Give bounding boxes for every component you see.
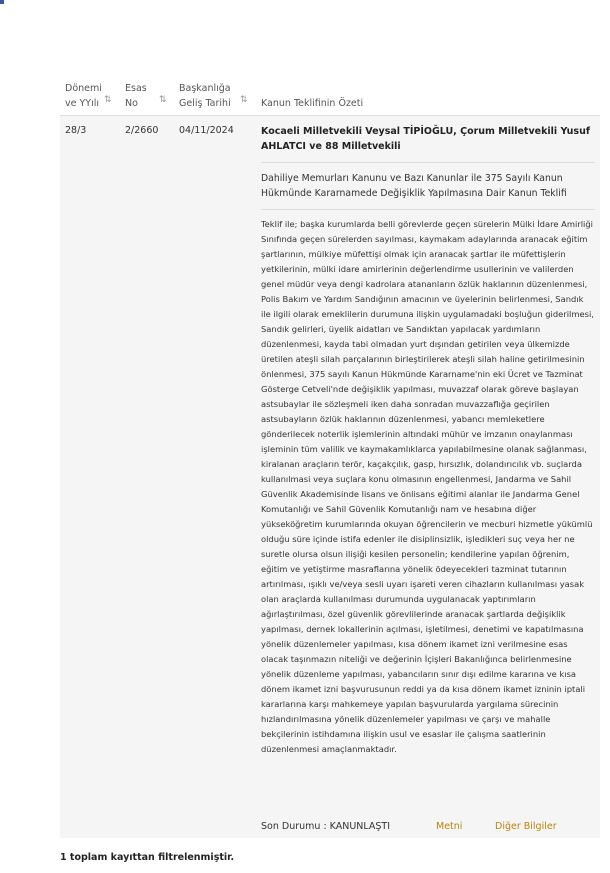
bill-status-row [261, 820, 595, 834]
header-tarih-line1: Başkanlığa [179, 83, 231, 94]
cell-esas-no: 2/2660 [125, 125, 159, 136]
header-esas-line1: Esas [125, 83, 147, 94]
header-ozet: Kanun Teklifinin Özeti [261, 98, 364, 109]
bill-title: Dahiliye Memurları Kanunu ve Bazı Kanunlar ile 375 Sayılı Kanun Hükmünde Kararnamede Değişiklik Yapılmasına Dair Kanun Teklifi [261, 163, 595, 210]
sort-arrows-icon[interactable]: ⇅ [159, 95, 166, 105]
sort-arrows-icon[interactable]: ⇅ [104, 95, 111, 105]
status-text: Son Durumu : KANUNLAŞTI [261, 821, 391, 832]
header-tarih[interactable] [179, 81, 231, 111]
diger-bilgiler-link[interactable]: Diğer Bilgiler [495, 821, 557, 832]
header-donem-line1: Dönemi [65, 83, 102, 94]
metni-link[interactable]: Metni [436, 821, 463, 832]
sort-arrows-icon[interactable]: ⇅ [240, 95, 247, 105]
cell-donem: 28/3 [65, 125, 87, 136]
table-row [60, 116, 600, 838]
header-donem-line2: ve YYılı [65, 98, 100, 109]
header-tarih-line2: Geliş Tarihi [179, 98, 231, 109]
bill-summary [261, 124, 595, 757]
cell-tarih: 04/11/2024 [179, 125, 234, 136]
header-esas[interactable] [125, 81, 147, 111]
header-esas-line2: No [125, 98, 138, 109]
table-header [60, 81, 600, 116]
corner-marker [0, 0, 4, 4]
total-records-text: 1 toplam kayıttan filtrelenmiştir. [60, 852, 235, 863]
bill-authors: Kocaeli Milletvekili Veysal TİPİOĞLU, Çorum Milletvekili Yusuf AHLATCI ve 88 Milletvekili [261, 124, 595, 163]
header-donem[interactable] [65, 81, 102, 111]
bill-description: Teklif ile; başka kurumlarda belli görevlerde geçen sürelerin Mülki İdare Amirliği Sınıfında geçen sürelerden sayılması, kaymakam adaylarında aranacak eğitim şartlarının, mülkiye müfettişi olmak için aranacak şartlar ile müfettişlerin yetkilerinin, mülki idare amirlerinin değerlendirme usullerinin ve valilerden genel müdür veya dengi kadrolara atananların özlük haklarının düzenlenmesi, Polis Bakım ve Yardım Sandığının amacının ve üyelerinin belirlenmesi, Sandık ile ilgili olarak emeklilerin durumuna ilişkin uygulamadaki boşluğun giderilmesi, Sandık gelirleri, üyelik aidatları ve Sandıktan yapılacak yardımların düzenlenmesi, kayda tabi olmadan yurt dışından getirilen veya ülkemizde üretilen ateşli silah parçalarının birleştirilerek ateşli silah haline getirilmesinin önlenmesi, 375 sayılı Kanun Hükmünde Kararname'nin eki Ücret ve Tazminat Gösterge Cetveli'nde değişiklik yapılması, muvazzaf olarak göreve başlayan astsubaylar ile sözleşmeli iken daha sonradan muvazzaflığa geçirilen astsubayların özlük haklarının düzenlenmesi, yabancı memleketlere gönderilecek noterlik işlemlerinin altındaki mühür ve imzanın onaylanması işleminin tüm valilik ve kaymakamlıklarca yapılabilmesine olanak sağlanması, kiralanan araçların terör, kaçakçılık, gasp, hırsızlık, dolandırıcılık vb. suçlarda kullanılmasi veya suçlara konu olmasının engellenmesi, Jandarma ve Sahil Güvenlik Akademisinde lisans ve önlisans eğitimi alanlar ile Jandarma Genel Komutanlığı ve Sahil Güvenlik Komutanlığı nam ve hesabına diğer yükseköğretim kurumlarında okuyan öğrencilerin ve mecburi hizmetle yükümlü olduğu süre içinde istifa edenler ile disiplinsizlik, işledikleri suç veya her ne suretle olursa olsun ilişiği kesilen personelin; kendilerine yapılan öğrenim, eğitim ve yetiştirme masraflarına yönelik ödeyecekleri tazminat tutarının artırılması, ışıklı ve/veya sesli uyarı işareti veren cihazların kullanılması yasak olan araçlarda kullanılması durumunda uygulanacak yaptırımların ağırlaştırılması, özel güvenlik görevlilerinde aranacak şartlarda değişiklik yapılması, dernek lokallerinin açılması, işletilmesi, denetimi ve kapatılmasına yönelik düzenlemeler yapılması, kısa dönem ikamet izni verilmesine esas olacak taşınmazın niteliği ve değerinin İçişleri Bakanlığınca belirlenmesine yönelik düzenleme yapılması, yabancıların sınır dışı edilme kararına ve kısa dönem ikamet izni başvurusunun reddi ya da kısa dönem ikamet izninin iptali kararlarına karşı mahkemeye yapılan başvurularda yargılama sürecinin hızlandırılmasına yönelik düzenlemeler yapılması ve çarşı ve mahalle bekçilerinin istihdamına ilişkin usul ve esaslar ile çalışma saatlerinin düzenlenmesi amaçlanmaktadır. [261, 219, 594, 754]
